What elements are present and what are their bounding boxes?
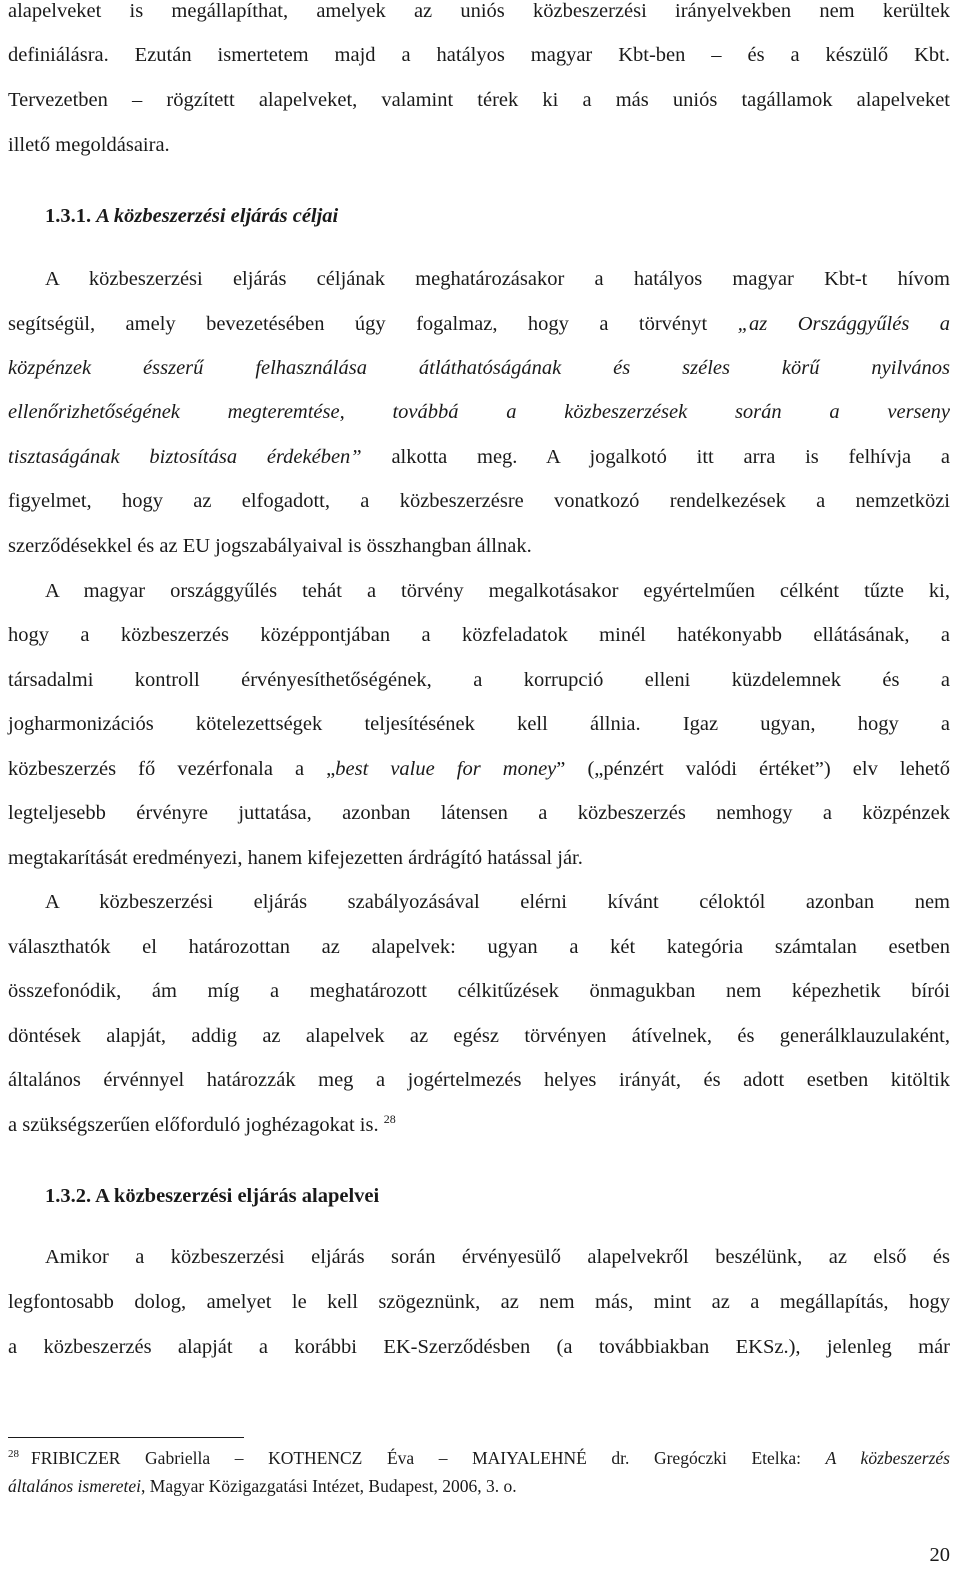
- section-title: A közbeszerzési eljárás alapelvei: [95, 1185, 380, 1207]
- paragraph-line: definiálásra. Ezután ismertetem majd a hatályos magyar Kbt-ben – és a készülő Kbt.: [8, 44, 950, 66]
- footnote-number: 28: [8, 1448, 19, 1461]
- paragraph-line: A magyar országgyűlés tehát a törvény megalkotásakor egyértelműen célként tűzte ki,: [45, 580, 950, 602]
- paragraph-line: A közbeszerzési eljárás céljának meghatározásakor a hatályos magyar Kbt-t hívom: [45, 268, 950, 290]
- paragraph-line: illető megoldásaira.: [8, 134, 170, 156]
- footnote-line: [8, 1474, 950, 1498]
- footnote-line: [8, 1446, 950, 1470]
- footnote-separator: [8, 1437, 244, 1438]
- section-number: 1.3.2.: [45, 1185, 92, 1207]
- section-heading: [45, 1182, 379, 1210]
- paragraph-line: megtakarítását eredményezi, hanem kifejezetten árdrágító hatással jár.: [8, 847, 583, 869]
- quotation: tisztaságának biztosítása érdekében”: [8, 446, 362, 468]
- paragraph-line: [8, 755, 950, 783]
- paragraph-line: a közbeszerzés alapját a korábbi EK-Szerződésben (a továbbiakban EKSz.), jelenleg már: [8, 1336, 950, 1358]
- paragraph-line: legfontosabb dolog, amelyet le kell szögeznünk, az nem más, mint az a megállapítás, hogy: [8, 1291, 950, 1313]
- paragraph-line: választhatók el határozottan az alapelvek: ugyan a két kategória számtalan esetben: [8, 936, 950, 958]
- paragraph-line: [8, 1111, 950, 1139]
- section-heading: [45, 202, 338, 230]
- paragraph-line: figyelmet, hogy az elfogadott, a közbeszerzésre vonatkozó rendelkezések a nemzetközi: [8, 490, 950, 512]
- latin-phrase: best value for money: [335, 758, 557, 780]
- section-title: A közbeszerzési eljárás céljai: [96, 205, 339, 227]
- paragraph-line: összefonódik, ám míg a meghatározott célkitűzések önmagukban nem képezhetik bírói: [8, 980, 950, 1002]
- paragraph-line: Tervezetben – rögzített alapelveket, valamint térek ki a más uniós tagállamok alapelveket: [8, 89, 950, 111]
- paragraph-line: szerződésekkel és az EU jogszabályaival is összhangban állnak.: [8, 535, 532, 557]
- quotation: „az Országgyűlés a: [737, 313, 950, 335]
- paragraph-line: jogharmonizációs kötelezettségek teljesítésének kell állnia. Igaz ugyan, hogy a: [8, 713, 950, 735]
- paragraph-line: általános érvénnyel határozzák meg a jogértelmezés helyes irányát, és adott esetben kitöltik: [8, 1069, 950, 1091]
- paragraph-line: [8, 310, 950, 338]
- paragraph-line: társadalmi kontroll érvényesíthetőségének, a korrupció elleni küzdelemnek és a: [8, 669, 950, 691]
- section-number: 1.3.1.: [45, 205, 92, 227]
- text-run: ” („pénzért valódi értéket”) elv lehető: [556, 758, 950, 780]
- text-run: közbeszerzés fő vezérfonala a „: [8, 758, 336, 780]
- paragraph-line: közpénzek ésszerű felhasználása átláthatóságának és széles körű nyilvános: [8, 357, 950, 379]
- footnote-reference[interactable]: 28: [383, 1112, 396, 1127]
- paragraph-line: A közbeszerzési eljárás szabályozásával elérni kívánt céloktól azonban nem: [45, 891, 950, 913]
- paragraph-line: alapelveket is megállapíthat, amelyek az uniós közbeszerzési irányelvekben nem kerültek: [8, 0, 950, 22]
- paragraph-line: ellenőrizhetőségének megteremtése, továbbá a közbeszerzések során a verseny: [8, 401, 950, 423]
- paragraph-line: [8, 443, 950, 471]
- text-run: a szükségszerűen előforduló joghézagokat is.: [8, 1114, 379, 1136]
- paragraph-line: hogy a közbeszerzés középpontjában a közfeladatok minél hatékonyabb ellátásának, a: [8, 624, 950, 646]
- text-run: FRIBICZER Gabriella – KOTHENCZ Éva – MAIYALEHNÉ dr. Gregóczki Etelka:: [31, 1448, 826, 1468]
- text-run: segítségül, amely bevezetésében úgy fogalmaz, hogy a törvényt: [8, 313, 738, 335]
- paragraph-line: Amikor a közbeszerzési eljárás során érvényesülő alapelvekről beszélünk, az első és: [45, 1246, 950, 1268]
- paragraph-line: döntések alapját, addig az alapelvek az egész törvényen átívelnek, és generálklauzulaként,: [8, 1025, 950, 1047]
- text-run: alkotta meg. A jogalkotó itt arra is felhívja a: [361, 446, 950, 468]
- book-title: általános ismeretei: [8, 1476, 142, 1496]
- paragraph-line: legteljesebb érvényre juttatása, azonban látensen a közbeszerzés nemhogy a közpénzek: [8, 802, 950, 824]
- text-run: , Magyar Közigazgatási Intézet, Budapest, 2006, 3. o.: [141, 1476, 517, 1496]
- book-title: A közbeszerzés: [825, 1448, 950, 1468]
- page-number: 20: [929, 1544, 950, 1566]
